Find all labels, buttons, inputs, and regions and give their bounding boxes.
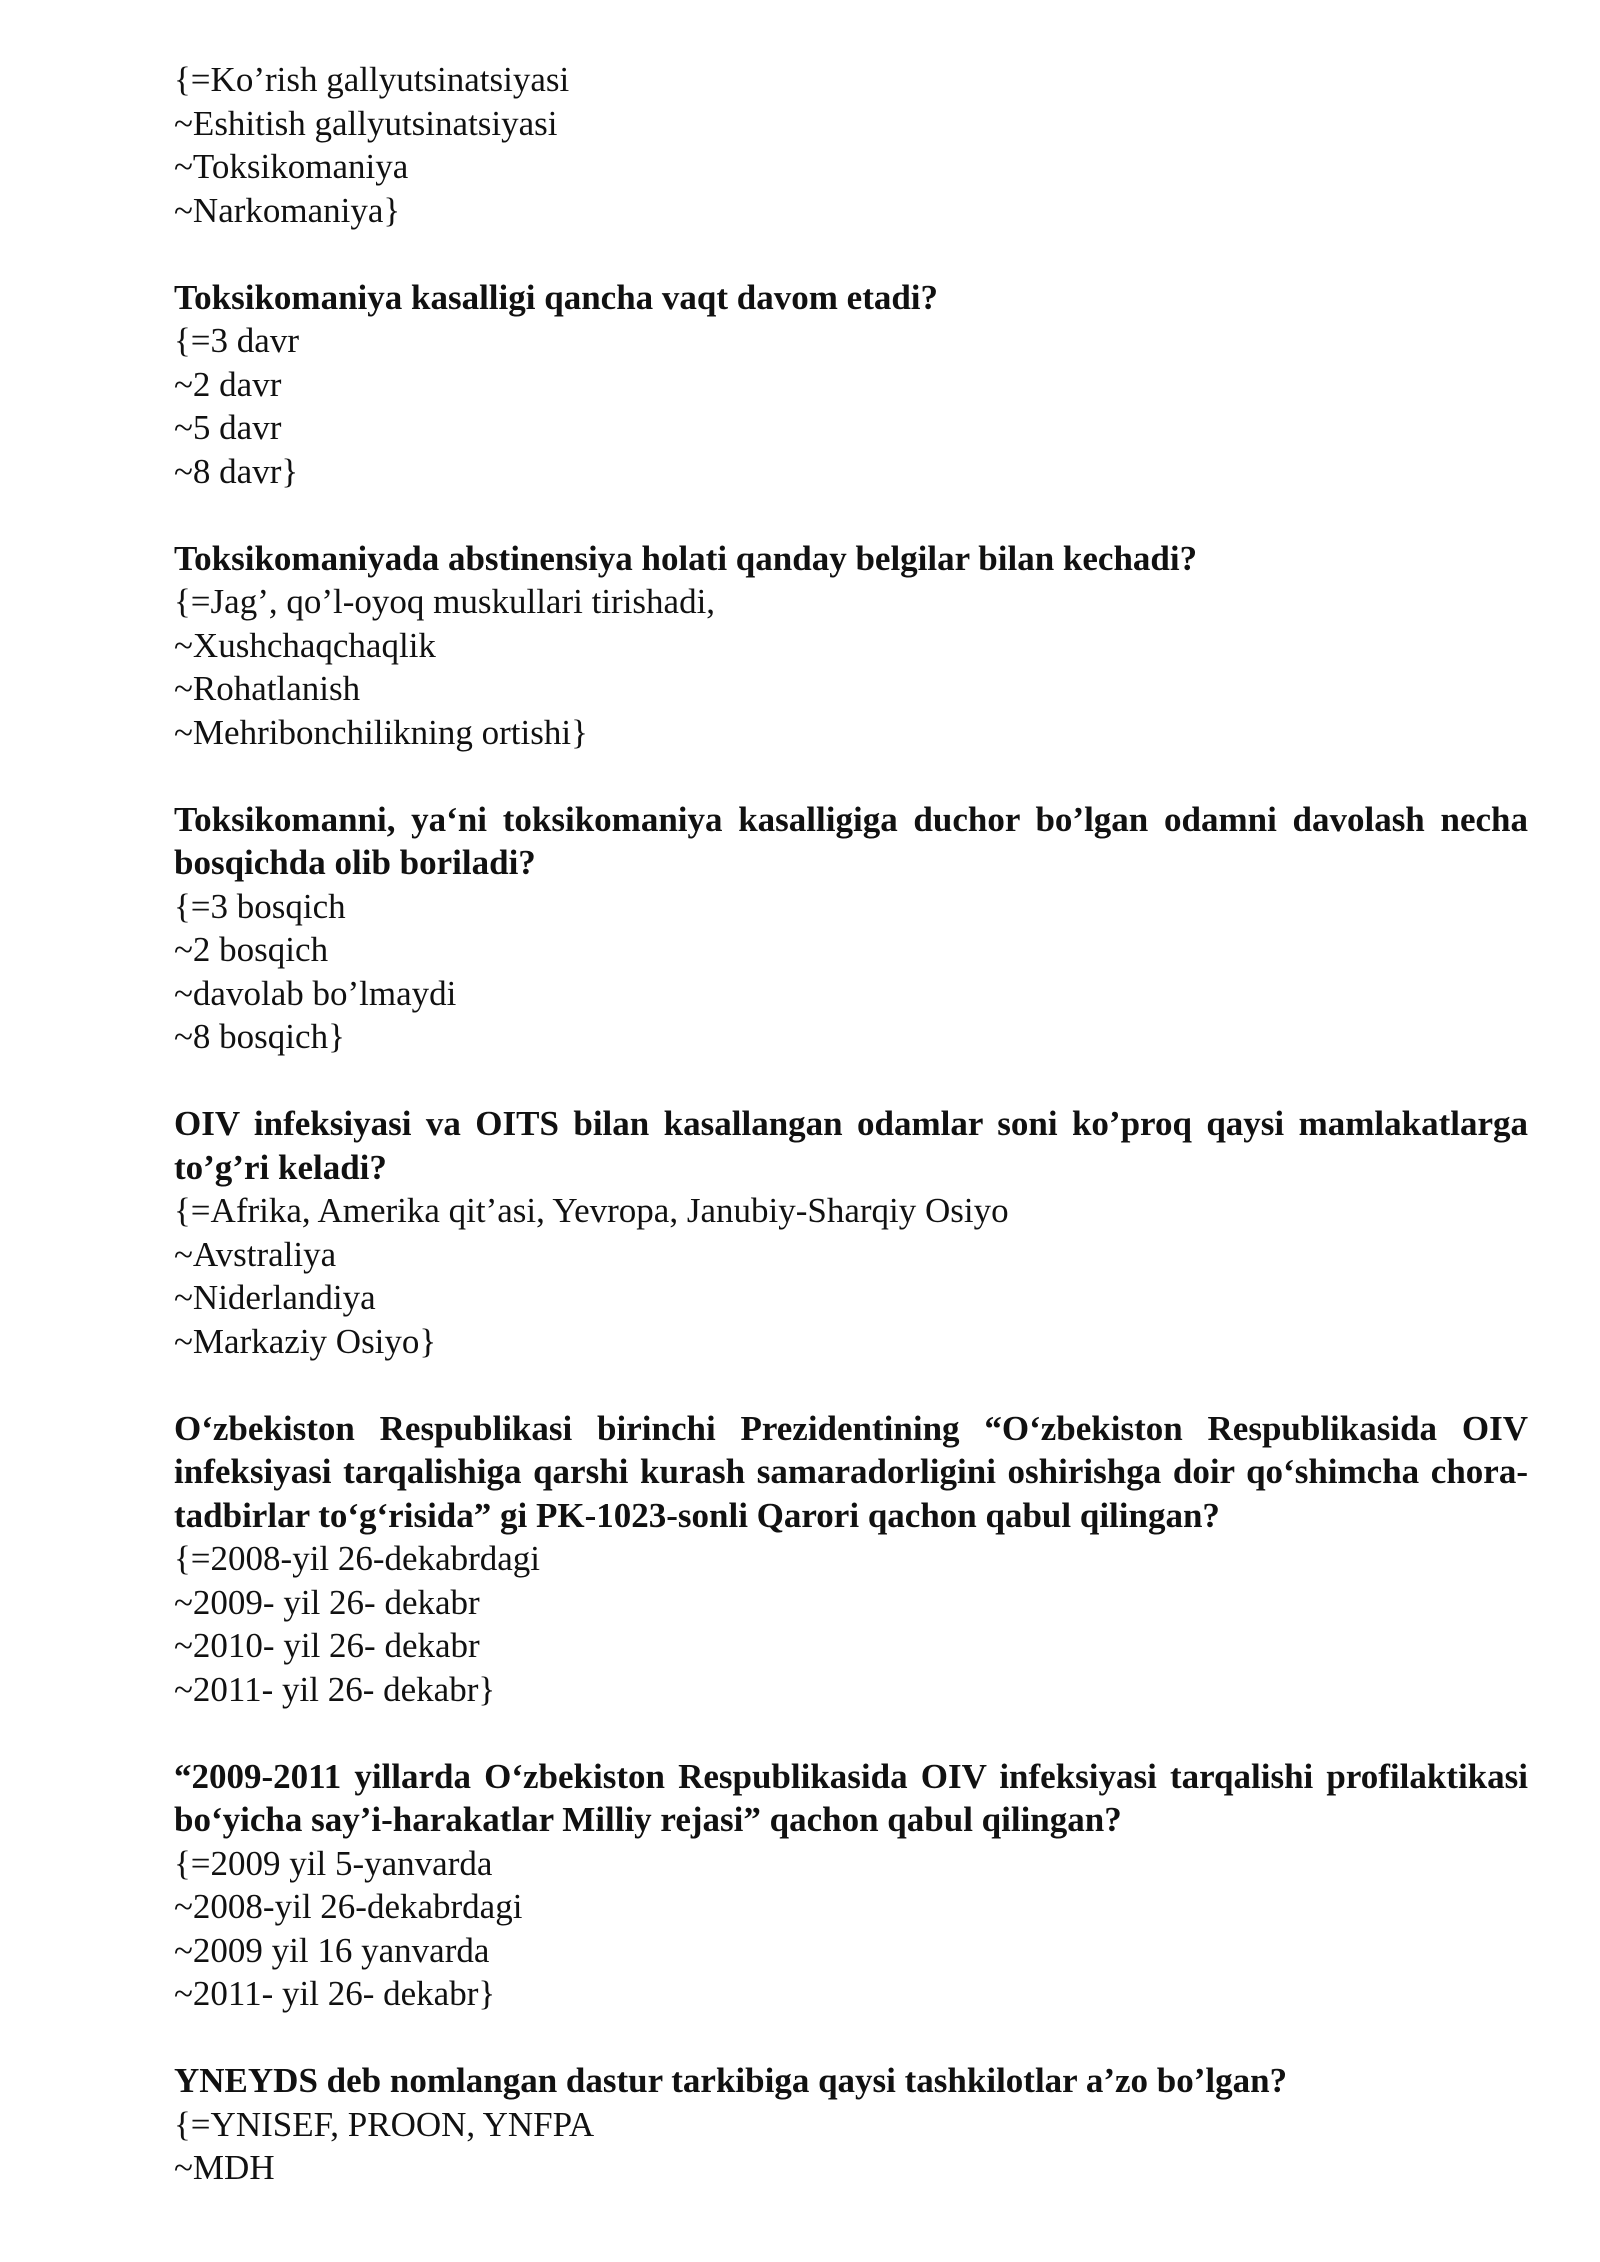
question-text: Toksikomaniyada abstinensiya holati qanday belgilar bilan kechadi? [174,538,1198,578]
answer-option-correct: {=2009 yil 5-yanvarda [174,1843,493,1883]
answer-option-correct: {=3 bosqich [174,886,346,926]
question-text: “2009-2011 yillarda O‘zbekiston Respublikasida OIV infeksiyasi tarqalishi profilaktikasi bo‘yicha say’i-harakatlar Milliy rejasi” qachon qabul qilingan? [174,1756,1537,1839]
answer-option: ~2011- yil 26- dekabr} [174,1974,496,2013]
answer-option: ~8 bosqich} [174,1017,345,1056]
answer-option: ~Xushchaqchaqlik [174,625,436,665]
question-block [174,1755,1537,2016]
block-spacer [174,2016,1528,2060]
block-spacer [174,1059,1528,1103]
block-spacer [174,754,1528,798]
answer-option: ~5 davr [174,408,282,447]
answer-option: ~2 davr [174,364,282,404]
answer-option-correct: {=2008-yil 26-dekabrdagi [174,1539,541,1578]
answer-option: ~2008-yil 26-dekabrdagi [174,1887,523,1926]
question-block [174,276,1528,494]
document-page [174,58,1537,2190]
answer-option: ~Narkomaniya} [174,190,401,230]
answer-option-correct: {=3 davr [174,321,299,360]
answer-option: ~Mehribonchilikning ortishi} [174,712,588,752]
answer-option-correct: {=Jag’, qo’l-oyoq muskullari tirishadi, [174,582,716,621]
answer-option-correct: {=Afrika, Amerika qit’asi, Yevropa, Janubiy-Sharqiy Osiyo [174,1191,1009,1230]
answer-option: ~8 davr} [174,451,299,491]
answer-option-correct: {=YNISEF, PROON, YNFPA [174,2104,595,2144]
answer-option: ~Avstraliya [174,1234,337,1274]
block-spacer [174,1711,1528,1755]
answer-option: ~Markaziy Osiyo} [174,1321,437,1361]
question-block [174,1407,1537,1712]
answer-option: ~Niderlandiya [174,1278,376,1317]
answer-option: ~Eshitish gallyutsinatsiyasi [174,103,558,143]
answer-option: ~davolab bo’lmaydi [174,973,457,1013]
question-text: OIV infeksiyasi va OITS bilan kasallangan odamlar soni ko’proq qaysi mamlakatlarga to’g’ri keladi? [174,1104,1537,1187]
block-spacer [174,232,1528,276]
answer-option: ~2011- yil 26- dekabr} [174,1669,496,1709]
answer-option: ~Rohatlanish [174,669,361,708]
question-block [174,537,1528,755]
question-text: Toksikomanni, ya‘ni toksikomaniya kasalligiga duchor bo’lgan odamni davolash necha bosqichda olib boriladi? [174,799,1537,882]
answer-option: ~2009 yil 16 yanvarda [174,1930,490,1970]
answer-option-correct: {=Ko’rish gallyutsinatsiyasi [174,60,570,99]
question-text: O‘zbekiston Respublikasi birinchi Prezidentining “O‘zbekiston Respublikasida OIV infeksiyasi tarqalishiga qarshi kurash samaradorligini oshirishga doir qo‘shimcha chora-tadbirlar to‘g‘risida” gi PK-1023-sonli Qarori qachon qabul qilingan? [174,1408,1537,1535]
answer-option: ~2 bosqich [174,930,329,969]
question-text: YNEYDS deb nomlangan dastur tarkibiga qaysi tashkilotlar a’zo bo’lgan? [174,2061,1288,2100]
question-block [174,2059,1528,2190]
question-text: Toksikomaniya kasalligi qancha vaqt davom etadi? [174,277,939,317]
answer-option: ~2009- yil 26- dekabr [174,1582,480,1622]
question-block [174,798,1537,1059]
question-block [174,1102,1537,1363]
block-spacer [174,1363,1528,1407]
block-spacer [174,493,1528,537]
answer-option: ~2010- yil 26- dekabr [174,1626,480,1665]
answer-option: ~Toksikomaniya [174,147,409,186]
answer-option: ~MDH [174,2148,275,2187]
question-block [174,58,1528,232]
